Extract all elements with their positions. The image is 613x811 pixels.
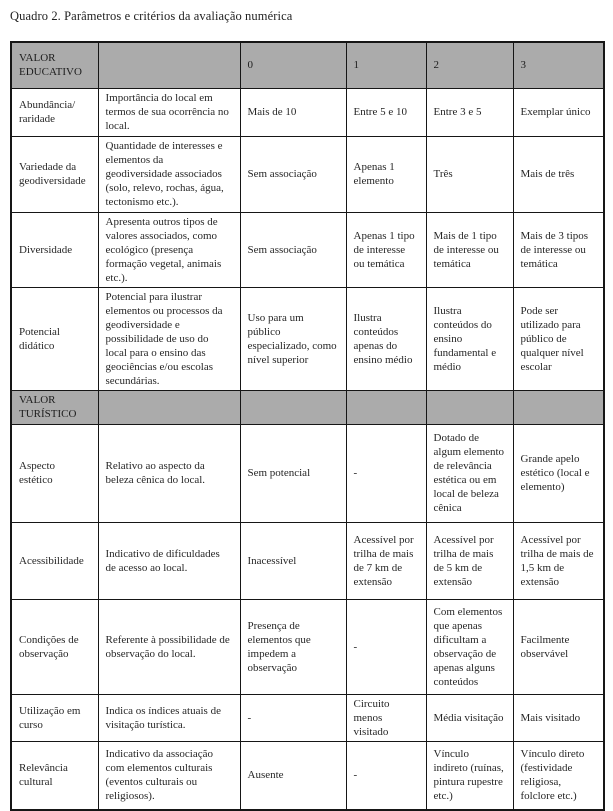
- score-0-cell: Inacessível: [240, 522, 346, 599]
- table-row-relevancia-cultural: [11, 741, 604, 810]
- header-score-1: 1: [346, 42, 426, 88]
- score-3-cell: Mais de 3 tipos de interesse ou temática: [513, 212, 604, 287]
- description-cell: Indicativo da associação com elementos culturais (eventos culturais ou religiosos).: [98, 741, 240, 810]
- score-3-cell: Mais visitado: [513, 694, 604, 741]
- header-score-0: 0: [240, 42, 346, 88]
- score-3-cell: Facilmente observável: [513, 599, 604, 694]
- param-name-cell: Utilização em curso: [11, 694, 98, 741]
- description-cell: Indica os índices atuais de visitação turística.: [98, 694, 240, 741]
- param-name-cell: Relevância cultural: [11, 741, 98, 810]
- description-cell: Referente à possibilidade de observação do local.: [98, 599, 240, 694]
- score-3-cell: Pode ser utilizado para público de qualquer nível escolar: [513, 287, 604, 390]
- table-row-aspecto-estetico: [11, 424, 604, 522]
- description-cell: Quantidade de interesses e elementos da geodiversidade associados (solo, relevo, rochas, água, tectonismo etc.).: [98, 136, 240, 212]
- section-valor-turistico: VALOR TURÍSTICO: [11, 390, 98, 424]
- param-name-cell: Diversidade: [11, 212, 98, 287]
- section-empty-cell: [240, 390, 346, 424]
- table-caption: Quadro 2. Parâmetros e critérios da avaliação numérica: [10, 9, 293, 23]
- score-3-cell: Exemplar único: [513, 88, 604, 136]
- score-1-cell: Apenas 1 elemento: [346, 136, 426, 212]
- score-2-cell: Com elementos que apenas dificultam a observação de apenas alguns conteúdos: [426, 599, 513, 694]
- description-cell: Importância do local em termos de sua ocorrência no local.: [98, 88, 240, 136]
- description-cell: Indicativo de dificuldades de acesso ao local.: [98, 522, 240, 599]
- score-0-cell: Sem potencial: [240, 424, 346, 522]
- header-score-2: 2: [426, 42, 513, 88]
- table-row-condicoes-observacao: [11, 599, 604, 694]
- score-3-cell: Vínculo direto (festividade religiosa, folclore etc.): [513, 741, 604, 810]
- score-3-cell: Grande apelo estético (local e elemento): [513, 424, 604, 522]
- param-name-cell: Acessibilidade: [11, 522, 98, 599]
- score-0-cell: Sem associação: [240, 136, 346, 212]
- description-cell: Relativo ao aspecto da beleza cênica do local.: [98, 424, 240, 522]
- score-3-cell: Acessível por trilha de mais de 1,5 km de extensão: [513, 522, 604, 599]
- score-2-cell: Mais de 1 tipo de interesse ou temática: [426, 212, 513, 287]
- table-row-variedade: [11, 136, 604, 212]
- table-row-acessibilidade: [11, 522, 604, 599]
- score-1-cell: -: [346, 599, 426, 694]
- section-empty-cell: [426, 390, 513, 424]
- score-2-cell: Dotado de algum elemento de relevância estética ou em local de beleza cênica: [426, 424, 513, 522]
- score-2-cell: Três: [426, 136, 513, 212]
- table-row-potencial-didatico: [11, 287, 604, 390]
- section-row-valor-turistico: [11, 390, 604, 424]
- evaluation-criteria-table: [10, 41, 605, 811]
- score-1-cell: Circuito menos visitado: [346, 694, 426, 741]
- table-row-abundancia: [11, 88, 604, 136]
- table-header-row: [11, 42, 604, 88]
- score-2-cell: Entre 3 e 5: [426, 88, 513, 136]
- score-2-cell: Acessível por trilha de mais de 5 km de extensão: [426, 522, 513, 599]
- score-3-cell: Mais de três: [513, 136, 604, 212]
- table-row-utilizacao-curso: [11, 694, 604, 741]
- score-1-cell: -: [346, 741, 426, 810]
- table-row-diversidade: [11, 212, 604, 287]
- param-name-cell: Potencial didático: [11, 287, 98, 390]
- score-1-cell: Entre 5 e 10: [346, 88, 426, 136]
- score-0-cell: -: [240, 694, 346, 741]
- score-1-cell: Apenas 1 tipo de interesse ou temática: [346, 212, 426, 287]
- score-2-cell: Média visitação: [426, 694, 513, 741]
- score-1-cell: -: [346, 424, 426, 522]
- param-name-cell: Variedade da geodiversidade: [11, 136, 98, 212]
- score-2-cell: Vínculo indireto (ruínas, pintura rupestre etc.): [426, 741, 513, 810]
- description-cell: Apresenta outros tipos de valores associados, como ecológico (presença formação vegetal, animais etc.).: [98, 212, 240, 287]
- score-1-cell: Acessível por trilha de mais de 7 km de extensão: [346, 522, 426, 599]
- section-empty-cell: [513, 390, 604, 424]
- param-name-cell: Condições de observação: [11, 599, 98, 694]
- score-1-cell: Ilustra conteúdos apenas do ensino médio: [346, 287, 426, 390]
- section-empty-cell: [98, 390, 240, 424]
- score-0-cell: Ausente: [240, 741, 346, 810]
- header-score-3: 3: [513, 42, 604, 88]
- score-0-cell: Presença de elementos que impedem a observação: [240, 599, 346, 694]
- header-empty-cell: [98, 42, 240, 88]
- score-2-cell: Ilustra conteúdos do ensino fundamental e médio: [426, 287, 513, 390]
- param-name-cell: Aspecto estético: [11, 424, 98, 522]
- section-empty-cell: [346, 390, 426, 424]
- param-name-cell: Abundância/ raridade: [11, 88, 98, 136]
- score-0-cell: Sem associação: [240, 212, 346, 287]
- score-0-cell: Uso para um público especializado, como nível superior: [240, 287, 346, 390]
- description-cell: Potencial para ilustrar elementos ou processos da geodiversidade e possibilidade de uso do local para o ensino das geociências e/ou escolas secundárias.: [98, 287, 240, 390]
- header-valor-educativo: VALOR EDUCATIVO: [11, 42, 98, 88]
- score-0-cell: Mais de 10: [240, 88, 346, 136]
